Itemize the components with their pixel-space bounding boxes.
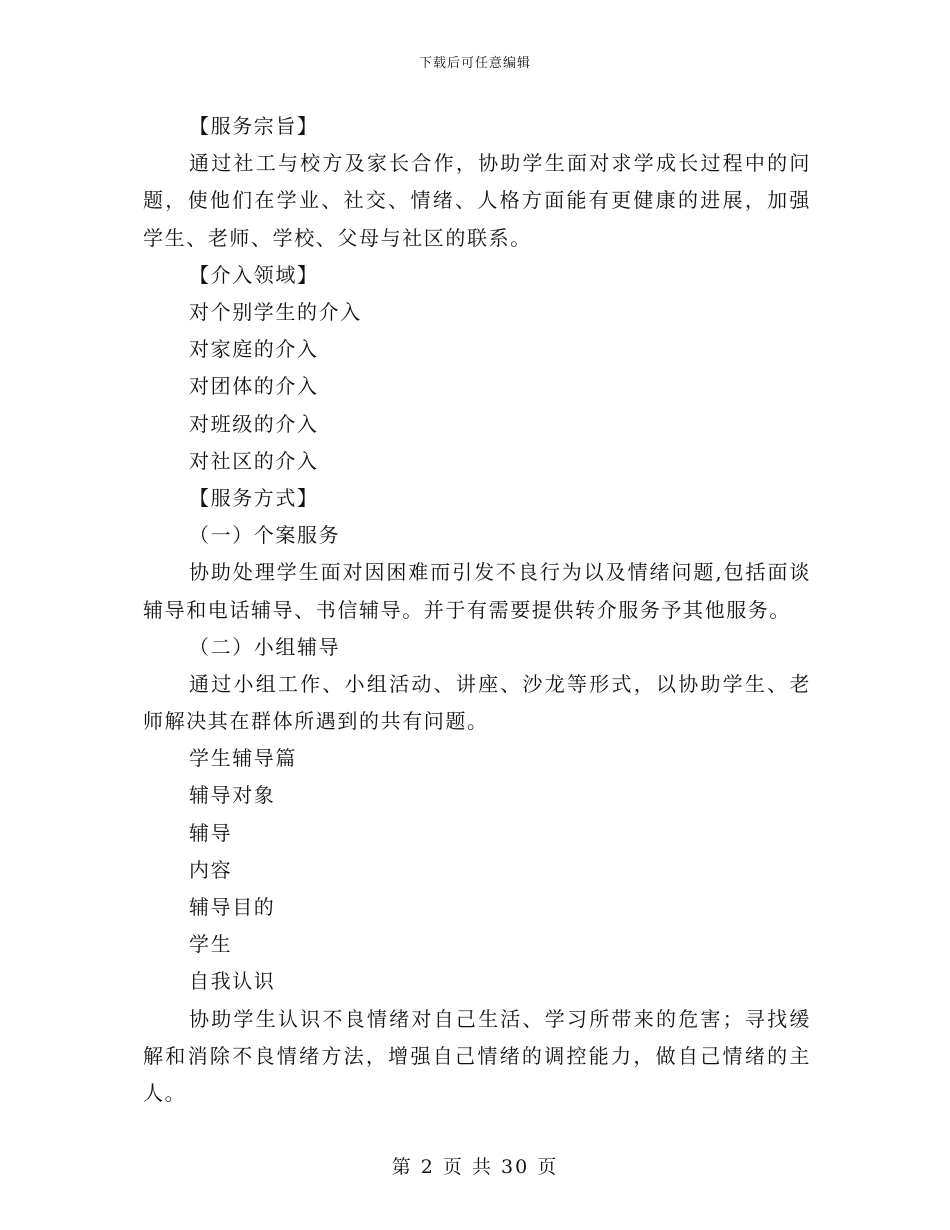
table-cell-content: 自我认识 (189, 969, 276, 994)
table-header-goal: 辅导目的 (189, 895, 276, 920)
table-cell-goal: 协助学生认识不良情绪对自己生活、学习所带来的危害；寻找缓解和消除不良情绪方法，增强自己情绪的调控能力，做自己情绪的主人。 (143, 1006, 811, 1106)
table-header-target: 辅导对象 (189, 783, 276, 808)
section-title-student-counseling: 学生辅导篇 (189, 746, 297, 771)
list-item: 对社区的介入 (189, 448, 319, 473)
page-number-footer: 第 2 页 共 30 页 (391, 1156, 559, 1178)
list-item: 对班级的介入 (189, 411, 319, 436)
heading-intervention-areas: 【介入领域】 (189, 262, 319, 287)
table-cell-target: 学生 (189, 932, 233, 957)
document-body (143, 108, 811, 1112)
paragraph-case-service: 协助处理学生面对因困难而引发不良行为以及情绪问题,包括面谈辅导和电话辅导、书信辅导。并于有需要提供转介服务予其他服务。 (143, 560, 811, 622)
heading-service-purpose: 【服务宗旨】 (189, 114, 319, 138)
table-header-content-line-1: 辅导 (189, 820, 233, 845)
subheading-case-service: （一）个案服务 (189, 523, 341, 548)
paragraph-service-purpose: 通过社工与校方及家长合作，协助学生面对求学成长过程中的问题，使他们在学业、社交、情绪、人格方面能有更健康的进展，加强学生、老师、学校、父母与社区的联系。 (143, 151, 811, 250)
list-item: 对个别学生的介入 (189, 299, 362, 324)
list-item: 对团体的介入 (189, 374, 319, 399)
subheading-group-counseling: （二）小组辅导 (189, 634, 341, 659)
list-item: 对家庭的介入 (189, 337, 319, 362)
table-header-content-line-2: 内容 (189, 857, 233, 882)
heading-service-methods: 【服务方式】 (189, 485, 319, 510)
paragraph-group-counseling: 通过小组工作、小组活动、讲座、沙龙等形式，以协助学生、老师解决其在群体所遇到的共有问题。 (143, 671, 811, 734)
page-header: 下载后可任意编辑 (418, 56, 531, 71)
